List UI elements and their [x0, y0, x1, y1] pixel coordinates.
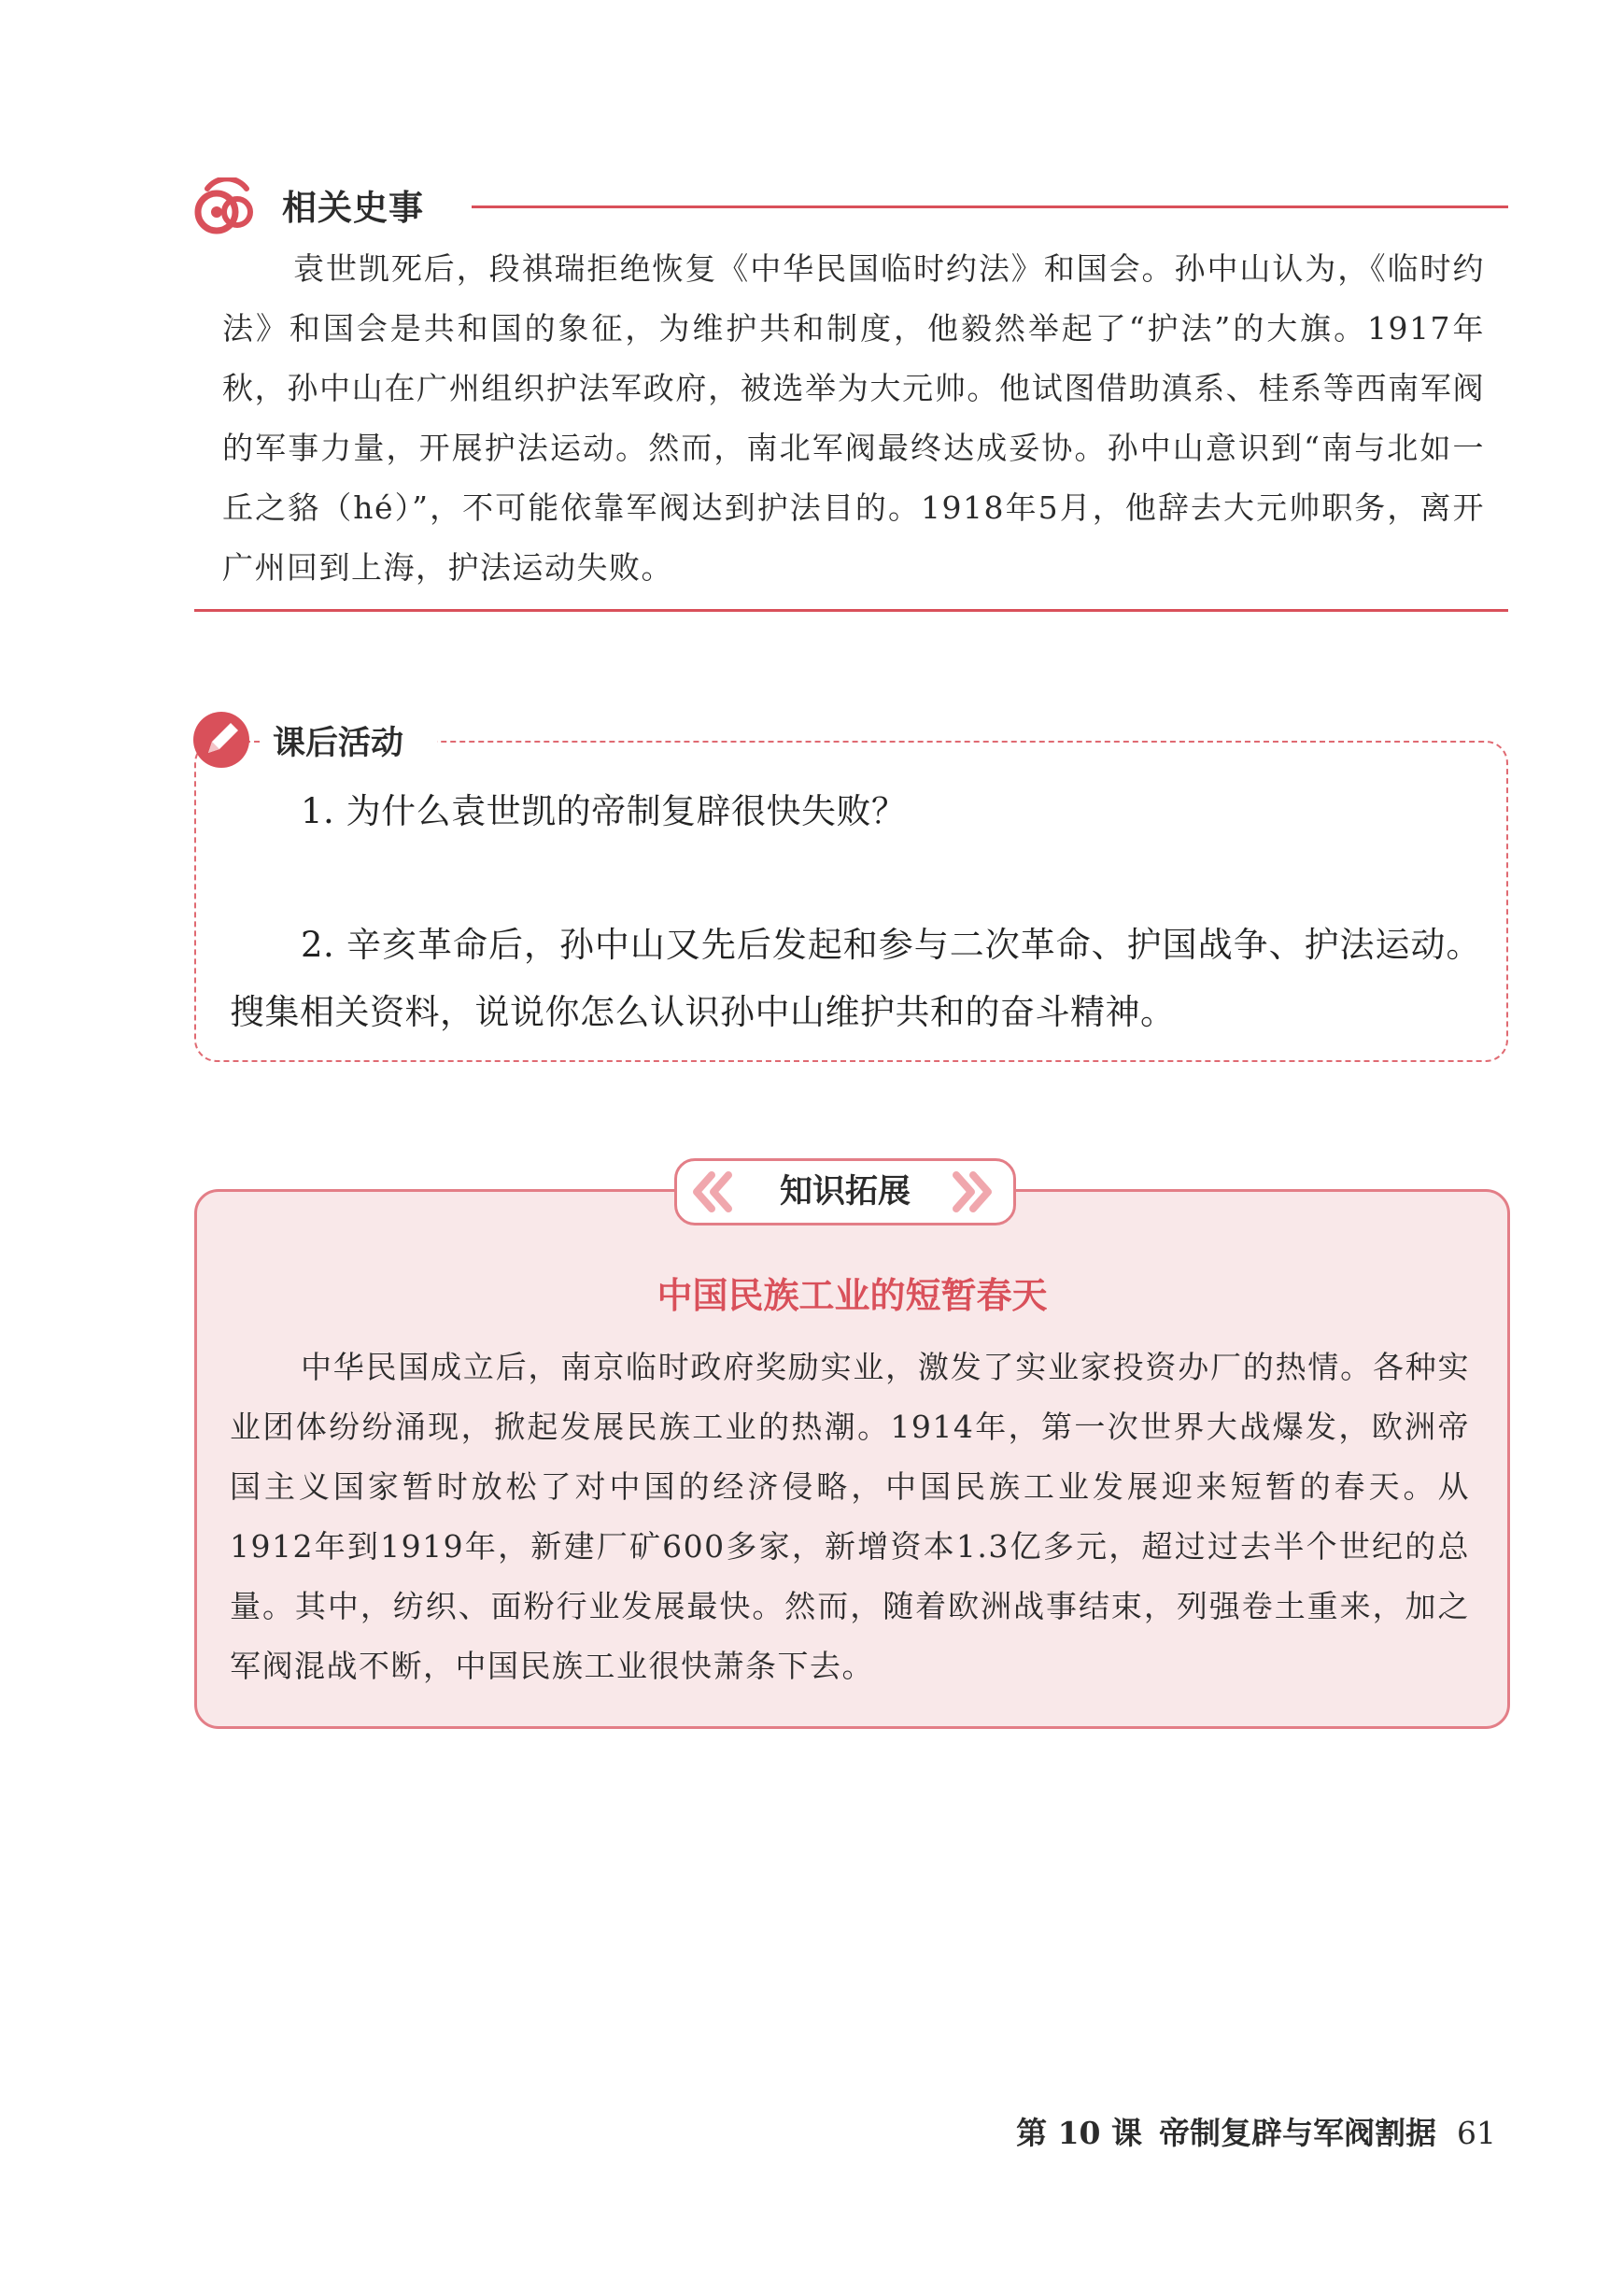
double-chevron-right-icon — [949, 1171, 994, 1212]
footer-lesson-number: 第 10 课 — [1016, 2115, 1142, 2151]
activity-question-2: 2. 辛亥革命后，孙中山又先后发起和参与二次革命、护国战争、护法运动。搜集相关资料，说说你怎么认识孙中山维护共和的奋斗精神。 — [230, 925, 1481, 1032]
activity-question-1: 1. 为什么袁世凯的帝制复辟很快失败？ — [301, 791, 907, 831]
section-divider-bottom — [194, 609, 1508, 612]
section-title-related-history: 相关史事 — [282, 188, 424, 228]
section-title-after-class: 课后活动 — [273, 725, 404, 762]
related-history-paragraph: 袁世凯死后，段祺瑞拒绝恢复《中华民国临时约法》和国会。孙中山认为，《临时约法》和国会是共和国的象征，为维护共和制度，他毅然举起了“护法”的大旗。1917年秋，孙中山在广州组织护法军政府，被选举为大元帅。他试图借助滇系、桂系等西南军阀的军事力量，开展护法运动。然而，南北军阀最终达成妥协。孙中山意识到“南与北如一丘之貉（hé）”，不可能依靠军阀达到护法目的。1918年5月，他辞去大元帅职务，离开广州回到上海，护法运动失败。 — [222, 250, 1485, 586]
page-footer — [934, 2113, 1496, 2154]
footer-lesson-title: 帝制复辟与军阀割据 — [1159, 2115, 1436, 2151]
section-divider-top — [472, 205, 1508, 208]
knowledge-extension-tag-label: 知识拓展 — [779, 1173, 911, 1211]
knowledge-heading: 中国民族工业的短暂春天 — [657, 1274, 1048, 1316]
knowledge-paragraph: 中华民国成立后，南京临时政府奖励实业，激发了实业家投资办厂的热情。各种实业团体纷纷涌现，掀起发展民族工业的热潮。1914年，第一次世界大战爆发，欧洲帝国主义国家暂时放松了对中国的经济侵略，中国民族工业发展迎来短暂的春天。从1912年到1919年，新建厂矿600多家，新增资本1.3亿多元，超过过去半个世纪的总量。其中，纺织、面粉行业发展最快。然而，随着欧洲战事结束，列强卷土重来，加之军阀混战不断，中国民族工业很快萧条下去。 — [230, 1349, 1470, 1684]
pencil-check-icon — [191, 710, 251, 770]
interlocking-circles-icon — [194, 177, 260, 243]
page-number: 61 — [1457, 2115, 1496, 2151]
